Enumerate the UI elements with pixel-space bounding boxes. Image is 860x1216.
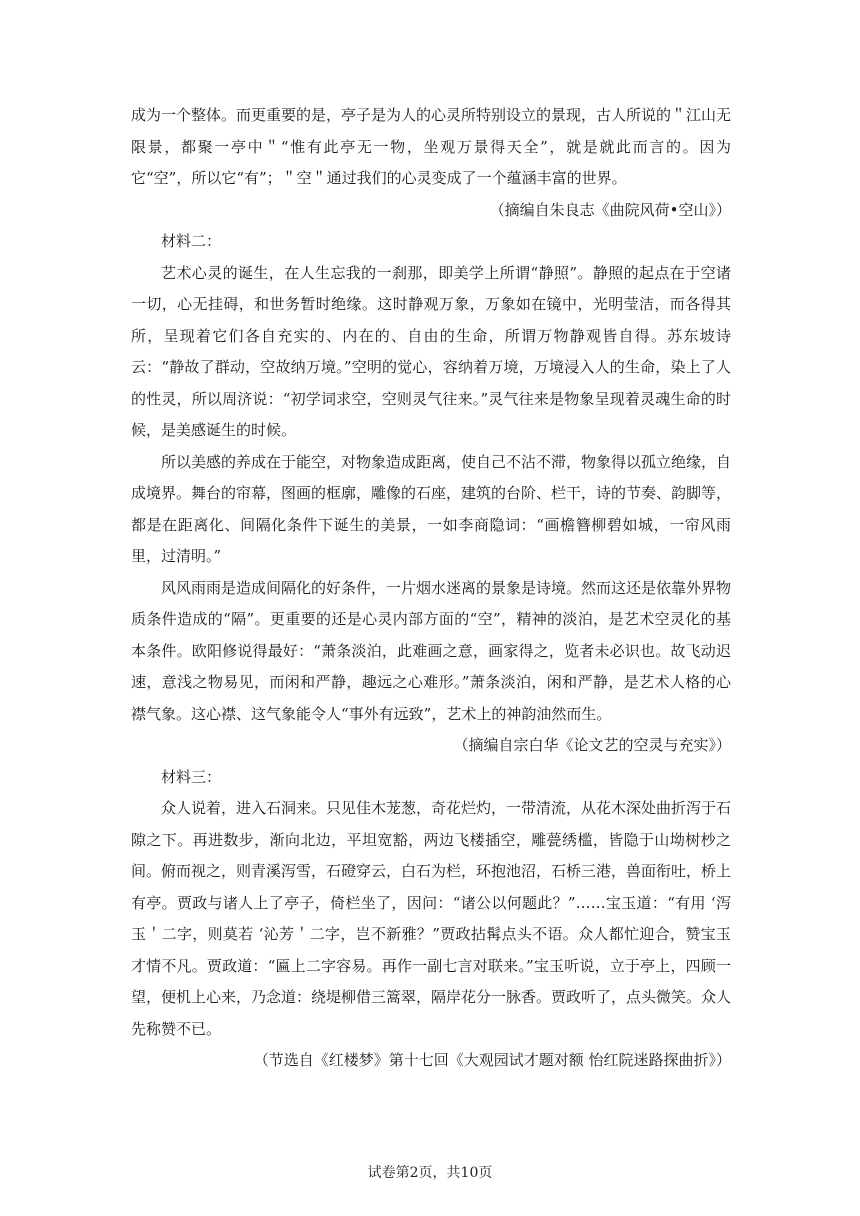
material1-source: （摘编自朱良志《曲院风荷•空山》） [489,200,731,219]
material1-paragraph-end: 成为一个整体。而更重要的是，亭子是为人的心灵所特别设立的景现，古人所说的＂江山无限景，都聚一亭中＂“惟有此亭无一物，坐观万景得天全”，就是就此而言的。因为它“空”，所以它“有”；＂空＂通过我们的心灵变成了一个蕴涵丰富的世界。 [131,106,732,187]
material2-label: 材料二： [161,232,222,250]
material3-paragraph: 众人说着，进入石洞来。只见佳木茏葱，奇花烂灼，一带清流，从花木深处曲折泻于石隙之下。再进数步，渐向北边，平坦宽豁，两边飞楼插空，雕甍绣槛，皆隐于山坳树杪之间。俯而视之，则青溪泻雪，石磴穿云，白石为栏，环抱池沼，石桥三港，兽面衔吐，桥上有亭。贾政与诸人上了亭子，倚栏坐了，因问：“诸公以何题此？”……宝玉道：“有用 ‘泻玉＇二字，则莫若 ‘沁芳＇二字，岂不新雅？”贾政拈髯点头不语。众人都忙迎合，赞宝玉才情不凡。贾政道：“匾上二字容易。再作一副七言对联来。”宝玉听说，立于亭上，四顾一望，便机上心来，乃念道：绕堤柳借三篙翠，隔岸花分一脉香。贾政听了，点头微笑。众人先称赞不已。 [131,799,732,1038]
material3-label: 材料三： [161,767,222,786]
material2-paragraph-1: 艺术心灵的诞生，在人生忘我的一刹那，即美学上所谓“静照”。静照的起点在于空诸一切，心无挂碍，和世务暂时绝缘。这时静观万象，万象如在镜中，光明莹洁，而各得其所，呈现着它们各自充实的、内在的、自由的生命，所谓万物静观皆自得。苏东坡诗云：“静故了群动，空故纳万境。”空明的觉心，容纳着万境，万境浸入人的生命，染上了人的性灵，所以周济说：“初学词求空，空则灵气往来。”灵气往来是物象呈现着灵魂生命的时候，是美感诞生的时候。 [131,263,731,439]
material2-source: （摘编自宗白华《论文艺的空灵与充实》） [453,736,731,754]
material2-paragraph-3: 风风雨雨是造成间隔化的好条件，一片烟水迷离的景象是诗境。然而这还是依靠外界物质条件造成的“隔”。更重要的还是心灵内部方面的“空”，精神的淡泊，是艺术空灵化的基本条件。欧阳修说得最好：“萧条淡泊，此难画之意，画家得之，览者未必识也。故飞动迟速，意浅之物易见，而闲和严静，趣远之心难形。”萧条淡泊，闲和严静，是艺术人格的心襟气象。这心襟、这气象能令人“事外有远致”，艺术上的神韵油然而生。 [131,578,732,723]
material3-source: （节选自《红楼梦》第十七回《大观园试才题对额 怡红院迷路探曲折》） [253,1051,731,1069]
page-footer: 试卷第2页，共10页 [367,1165,493,1181]
material2-paragraph-2: 所以美感的养成在于能空，对物象造成距离，使自己不沾不滞，物象得以孤立绝缘，自成境界。舞台的帘幕，图画的框廓，雕像的石座，建筑的台阶、栏干，诗的节奏、韵脚等，都是在距离化、间隔化条件下诞生的美景，一如李商隐词：“画檐簪柳碧如城，一帘风雨里，过清明。” [131,452,732,565]
reading-passage [131,100,731,1077]
